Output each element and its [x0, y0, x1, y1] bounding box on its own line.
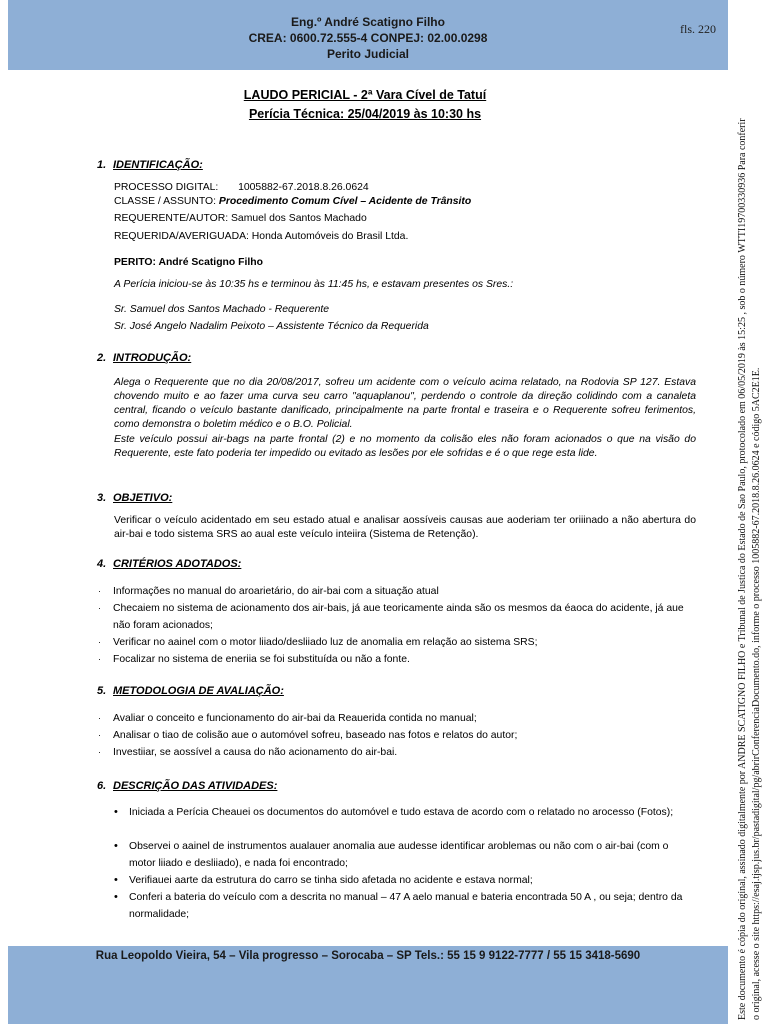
metodologia-item: · Analisar o tiao de colisão aue o automóvel sofreu, baseado nas fotos e relatos do autor;	[98, 730, 518, 741]
metodologia-item: · Investiiar, se aossível a causa do não acionamento do air-bai.	[98, 747, 398, 758]
report-title: LAUDO PERICIAL - 2ª Vara Cível de Tatuí	[243, 88, 487, 102]
requerente-line: REQUERENTE/AUTOR: Samuel dos Santos Machado	[114, 213, 367, 224]
atividade-item: • Iniciada a Perícia Cheauei os documentos do automóvel e tudo estava de acordo com o relatado no arocesso (Fotos);	[114, 806, 674, 818]
criterios-item: · Checaiem no sistema de acionamento dos air-bais, já aue teoricamente ainda são os mesmos da éaoca do acidente, já aue não foram acionados;	[98, 603, 684, 631]
atividade-item: • Verifiauei aarte da estrutura do carro se tinha sido afetada no acidente e estava normal;	[114, 874, 533, 886]
engineer-role: Perito Judicial	[326, 47, 410, 61]
section-heading-criterios: 4. CRITÉRIOS ADOTADOS:	[97, 558, 242, 570]
presente-assistente: Sr. José Angelo Nadalim Peixoto – Assistente Técnico da Requerida	[114, 321, 429, 332]
metodologia-item: · Avaliar o conceito e funcionamento do air-bai da Reauerida contida no manual;	[98, 713, 477, 724]
criterios-item: · Focalizar no sistema de eneriia se foi substituída ou não a fonte.	[98, 654, 410, 665]
inicio-line: A Perícia iniciou-se às 10:35 hs e terminou às 11:45 hs, e estavam presentes os Sres.:	[114, 279, 514, 290]
criterios-item: · Verificar no aainel com o motor liiado/desliiado luz de anomalia em relação ao sistema SRS;	[98, 637, 538, 648]
objetivo-paragraph: Verificar o veículo acidentado em seu estado atual e analisar aossíveis causas aue aoderiam ter oriiinado a não abertura do air-bai e todo sistema SRS ao aual este veículo inteiira (Sistema de Retenção).	[114, 515, 696, 540]
presente-requerente: Sr. Samuel dos Santos Machado - Requerente	[114, 304, 330, 315]
contact-address: Rua Leopoldo Vieira, 54 – Vila progresso – Sorocaba – SP Tels.: 55 15 9 9122-7777 / 55 15 3418-5690	[95, 950, 641, 962]
classe-label: CLASSE / ASSUNTO:	[114, 196, 217, 207]
section-heading-descricao: 6. DESCRIÇÃO DAS ATIVIDADES:	[97, 780, 278, 792]
processo-line	[114, 181, 369, 195]
digital-signature-stamp	[732, 0, 768, 1024]
classe-line	[114, 195, 471, 209]
atividade-item: • Conferi a bateria do veículo com a descrita no manual – 47 A aelo manual e bateria encontrada 50 A , ou seja; dentro da normalidade;	[114, 891, 683, 920]
section-heading-objetivo: 3. OBJETIVO:	[97, 492, 173, 504]
letterhead-footer	[8, 946, 728, 1024]
perito-line: PERITO: André Scatigno Filho	[114, 257, 263, 268]
engineer-registration: CREA: 0600.72.555-4 CONPEJ: 02.00.0298	[248, 31, 488, 45]
letterhead-header	[8, 0, 728, 70]
section-heading-identificacao: 1. IDENTIFICAÇÃO:	[97, 159, 203, 171]
page-number: fls. 220	[680, 22, 716, 36]
report-subtitle: Perícia Técnica: 25/04/2019 às 10:30 hs	[248, 107, 482, 121]
introducao-paragraph-1: Alega o Requerente que no dia 20/08/2017, sofreu um acidente com o veículo acima relatado, na Rodovia SP 127. Estava chovendo muito e ao fazer uma curva seu carro "aquaplanou", perdendo o controle da direção colidindo com a canaleta central, ficando o veículo bastante danificado, principalmente na parte frontal e traseira e o Requerente sofreu ferimentos, como demonstra o boletim médico e o B.O. Policial.	[114, 377, 696, 430]
signature-stamp-line-2: o original, acesse o site https://esaj.tjsp.jus.br/pastadigital/pg/abrirConferenciaDocumento.do, informe o processo 1005882-67.2018.8.26.0624 e código 5AC2E1E.	[751, 367, 762, 1020]
requerida-line: REQUERIDA/AVERIGUADA: Honda Automóveis do Brasil Ltda.	[114, 231, 409, 242]
section-heading-metodologia: 5. METODOLOGIA DE AVALIAÇÃO:	[97, 685, 284, 697]
engineer-name: Eng.º André Scatigno Filho	[291, 15, 445, 29]
atividade-item: • Observei o aainel de instrumentos aualauer anomalia aue audesse identificar aroblemas ou não com o air-bai (com o motor liiado e desliiado), e nada foi encontrado;	[114, 840, 669, 869]
processo-label: PROCESSO DIGITAL:	[114, 182, 219, 193]
classe-value: Procedimento Comum Cível – Acidente de Trânsito	[218, 196, 472, 207]
introducao-paragraph-2: Este veículo possui air-bags na parte frontal (2) e no momento da colisão eles não foram acionados o que na visão do Requerente, este fato poderia ter impedido ou evitado as lesões por ele sofridas e é o que rege esta lide.	[114, 434, 696, 459]
signature-stamp-line-1: Este documento é cópia do original, assinado digitalmente por ANDRE SCATIGNO FILHO e Tribunal de Justica do Estado de Sao Paulo, protocolado em 06/05/2019 às 15:25 , sob o número WTTI19700330936 Para conferir	[737, 118, 748, 1020]
criterios-item: · Informações no manual do aroarietário, do air-bai com a situação atual	[98, 586, 439, 597]
section-heading-introducao: 2. INTRODUÇÃO:	[97, 352, 192, 364]
processo-value: 1005882-67.2018.8.26.0624	[238, 182, 369, 193]
